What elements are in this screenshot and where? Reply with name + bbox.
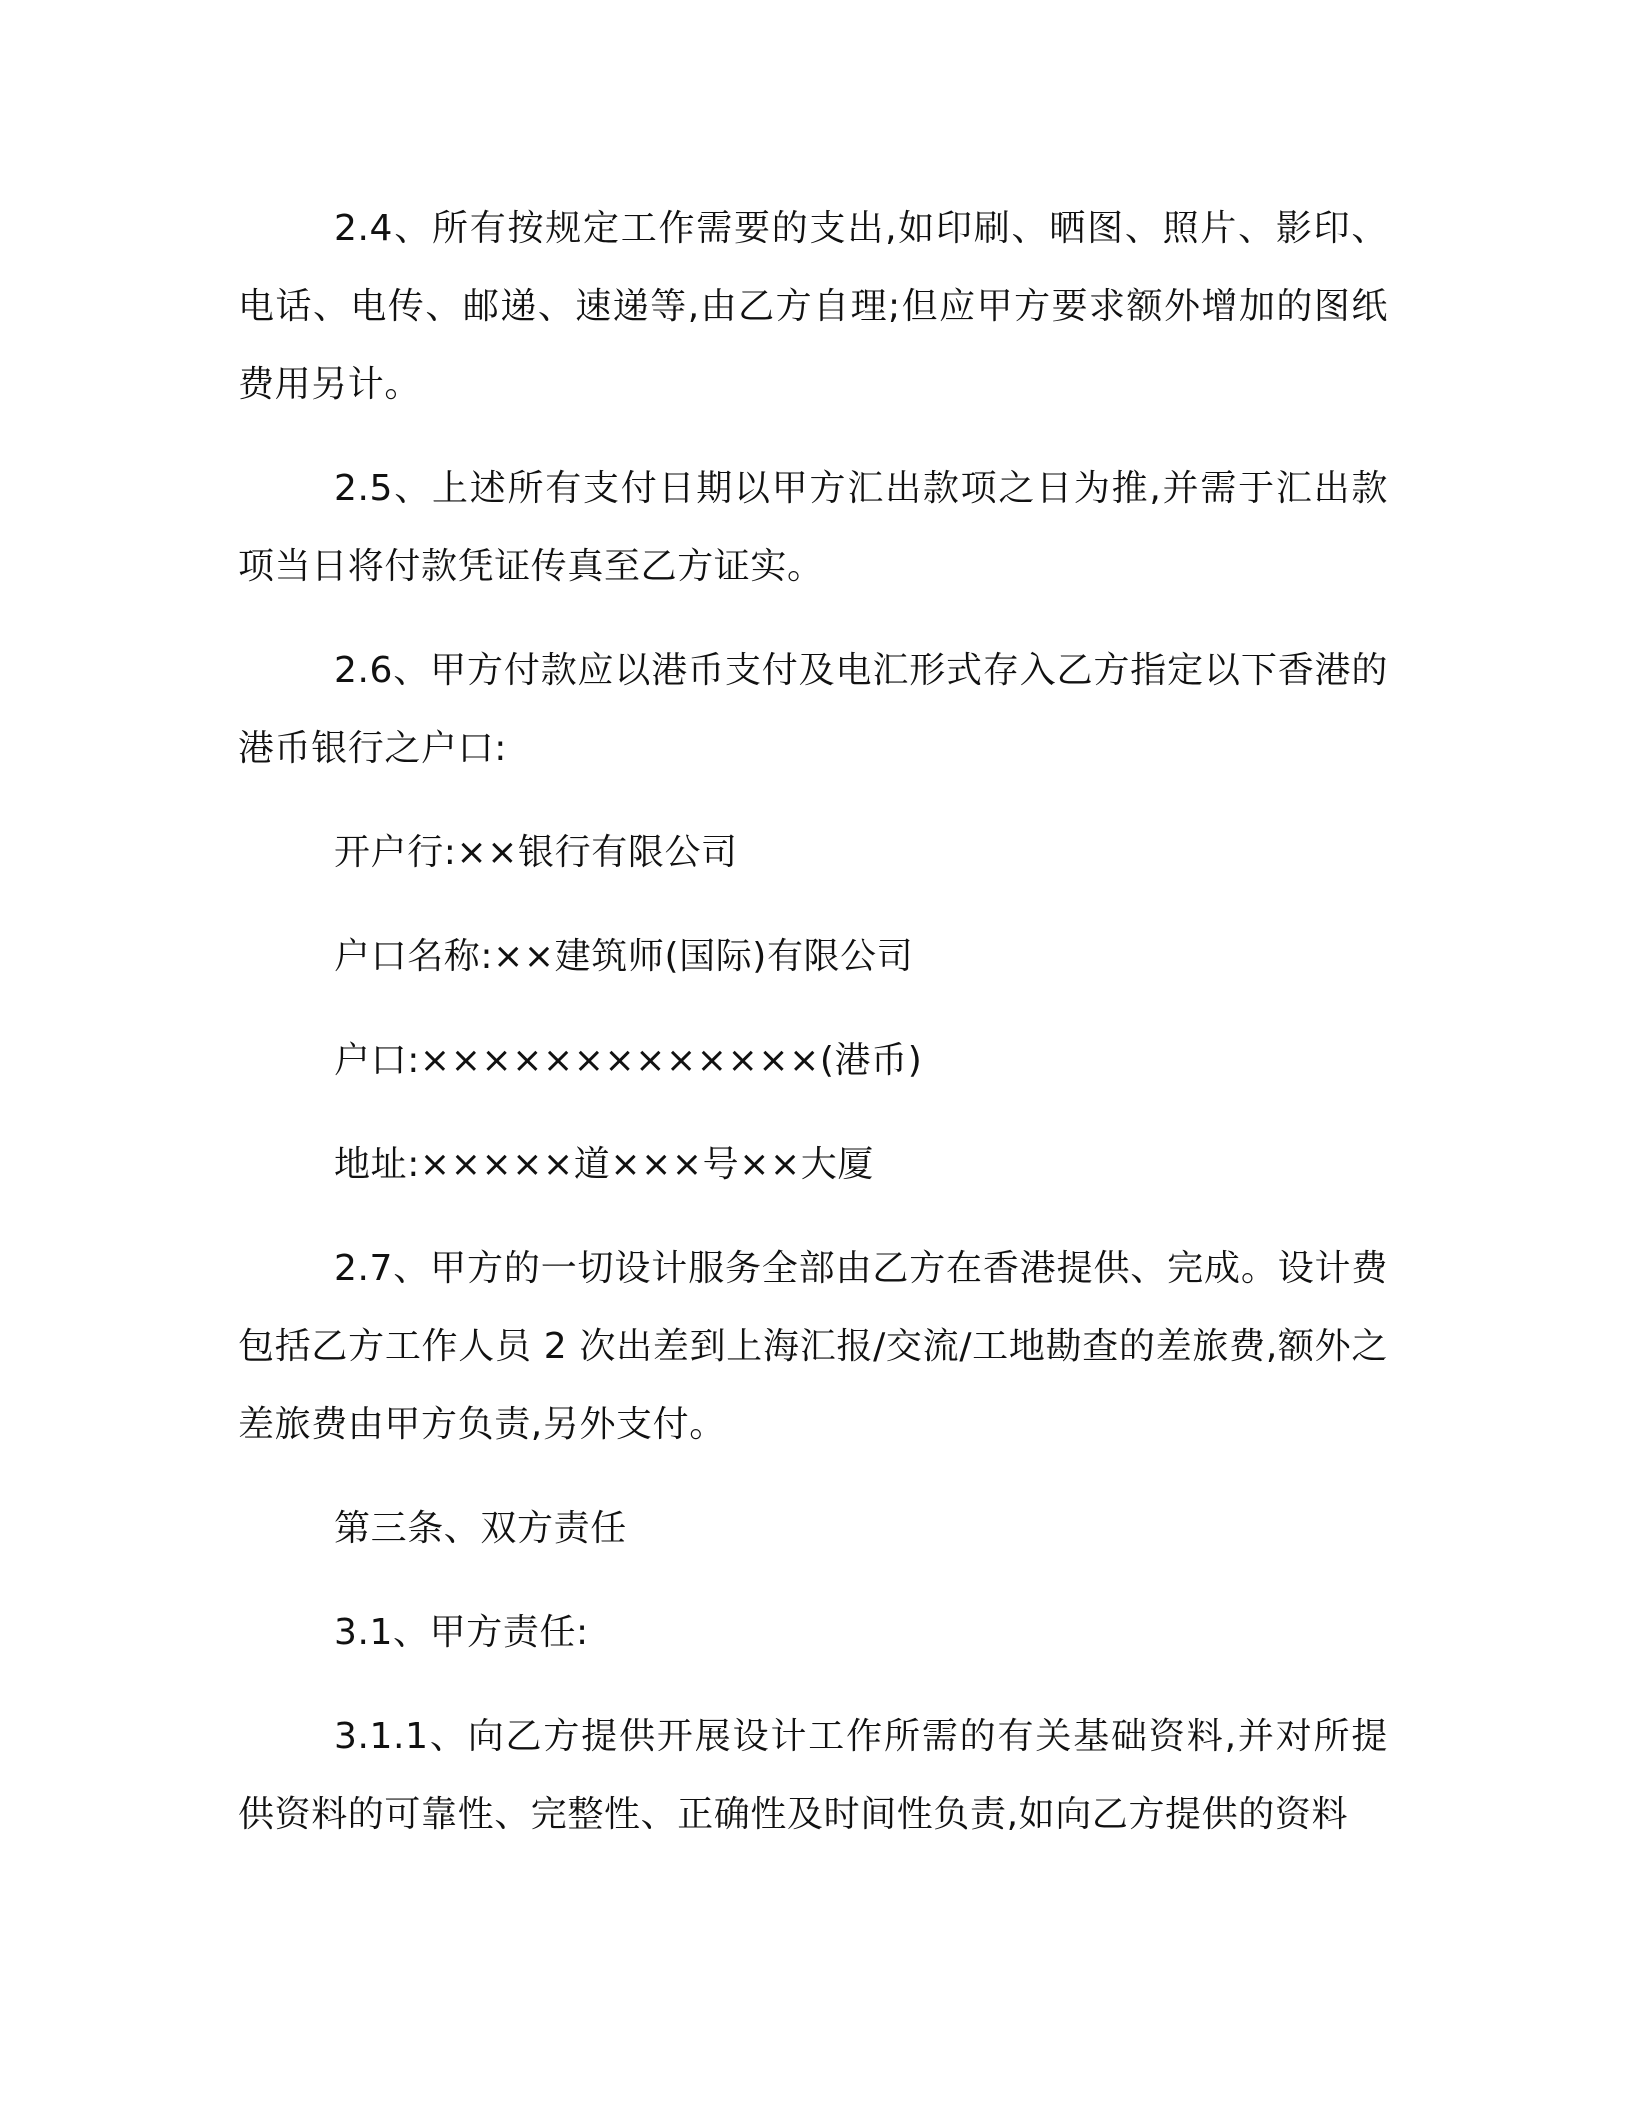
clause-3-1-1: 3.1.1、向乙方提供开展设计工作所需的有关基础资料,并对所提供资料的可靠性、完整性、正确性及时间性负责,如向乙方提供的资料	[238, 1716, 1388, 1835]
clause-2-5: 2.5、上述所有支付日期以甲方汇出款项之日为推,并需于汇出款项当日将付款凭证传真至乙方证实。	[238, 468, 1388, 587]
bank-name-line: 开户行:××银行有限公司	[334, 832, 738, 873]
clause-2-6: 2.6、甲方付款应以港币支付及电汇形式存入乙方指定以下香港的港币银行之户口:	[238, 650, 1388, 769]
clause-2-4: 2.4、所有按规定工作需要的支出,如印刷、晒图、照片、影印、电话、电传、邮递、速递等,由乙方自理;但应甲方要求额外增加的图纸费用另计。	[238, 208, 1388, 405]
article-3-heading: 第三条、双方责任	[334, 1508, 627, 1549]
account-number-line: 户口:×××××××××××××(港币)	[334, 1040, 923, 1081]
account-name-line: 户口名称:××建筑师(国际)有限公司	[334, 936, 914, 977]
clause-2-7: 2.7、甲方的一切设计服务全部由乙方在香港提供、完成。设计费包括乙方工作人员 2 次出差到上海汇报/交流/工地勘查的差旅费,额外之差旅费由甲方负责,另外支付。	[238, 1248, 1388, 1445]
address-line: 地址:×××××道×××号××大厦	[334, 1144, 874, 1185]
clause-3-1: 3.1、甲方责任:	[334, 1612, 589, 1653]
document-body	[238, 190, 1388, 1880]
